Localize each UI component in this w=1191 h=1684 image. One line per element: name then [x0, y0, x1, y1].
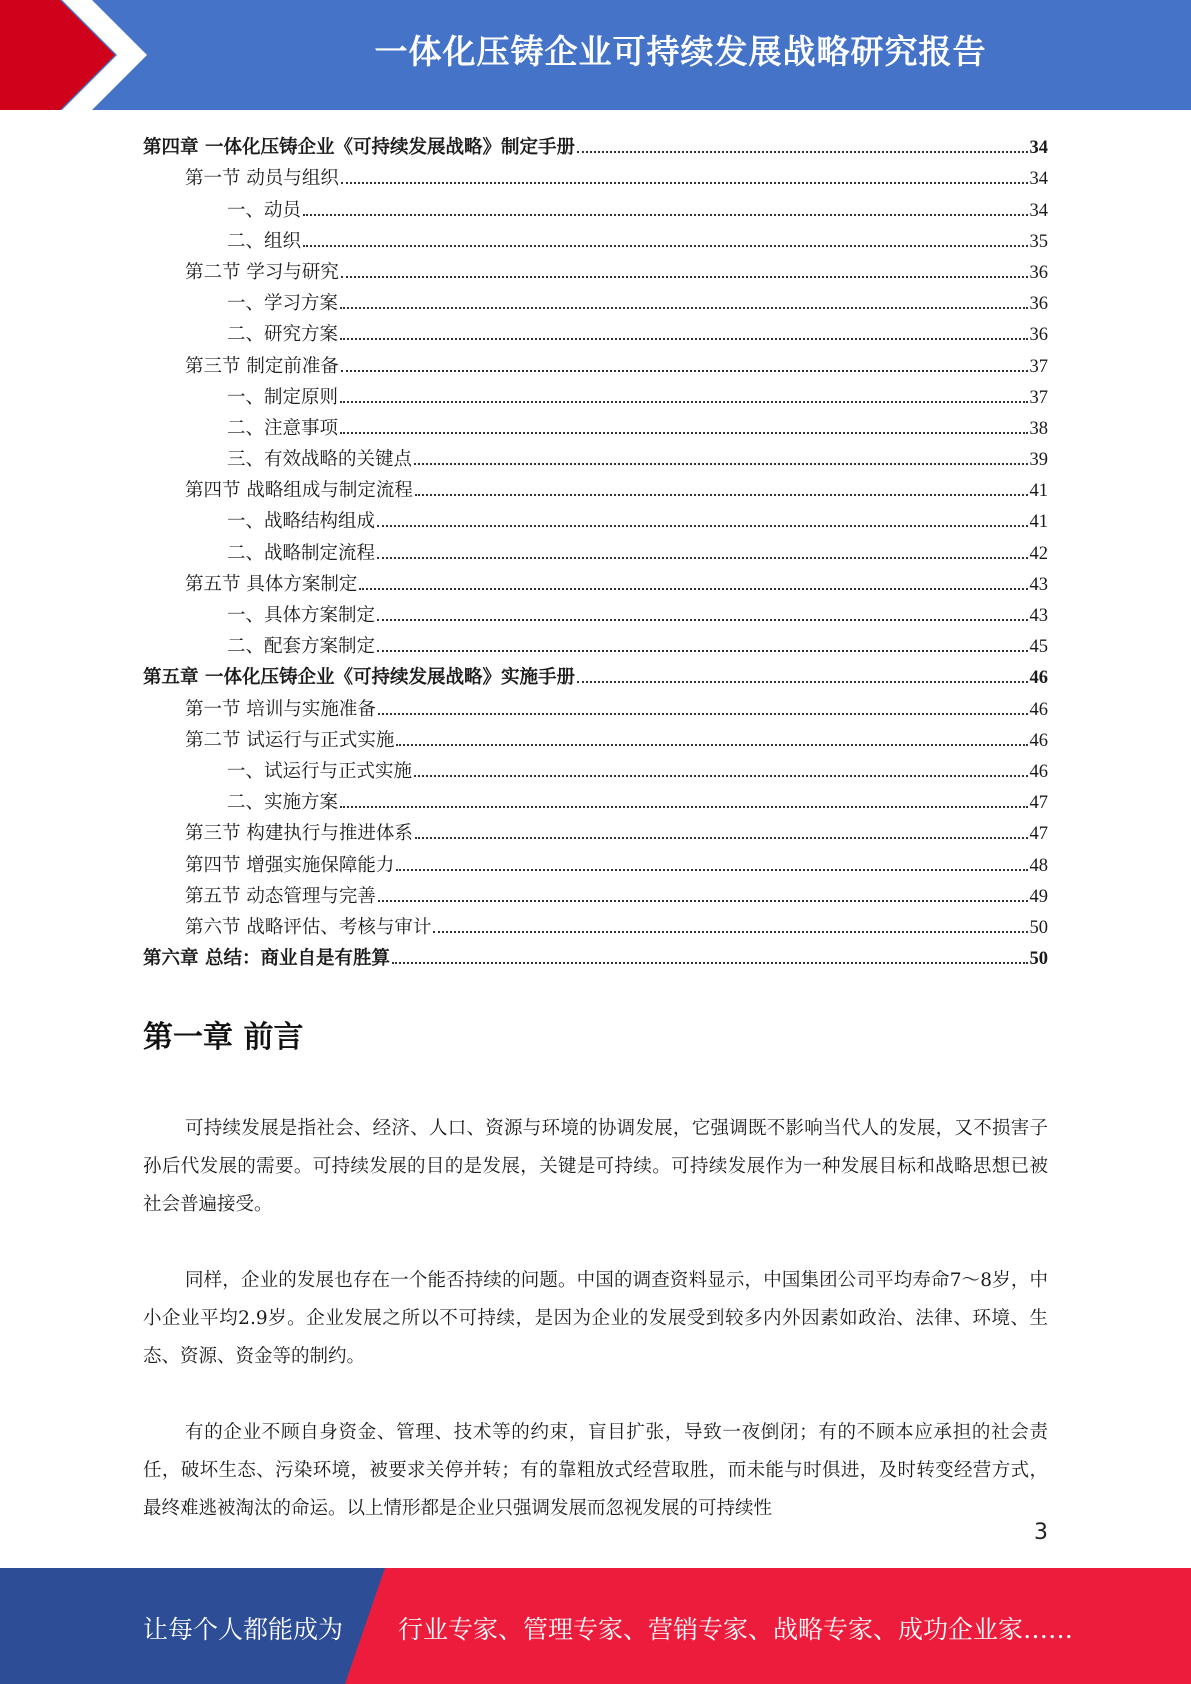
toc-entry-page: 43	[1029, 606, 1048, 626]
toc-dot-leader	[415, 837, 1028, 839]
toc-entry[interactable]	[143, 627, 1048, 658]
toc-dot-leader	[340, 307, 1027, 309]
toc-entry-page: 34	[1029, 138, 1048, 159]
toc-entry[interactable]	[143, 159, 1048, 190]
toc-entry[interactable]	[143, 908, 1048, 939]
toc-entry[interactable]	[143, 814, 1048, 845]
toc-entry[interactable]	[143, 253, 1048, 284]
toc-entry-page: 36	[1029, 262, 1048, 283]
toc-dot-leader	[433, 931, 1027, 933]
header-title: 一体化压铸企业可持续发展战略研究报告	[374, 32, 987, 71]
toc-entry[interactable]	[143, 471, 1048, 502]
toc-dot-leader	[415, 494, 1028, 496]
toc-dot-leader	[341, 182, 1028, 184]
toc-dot-leader	[340, 401, 1027, 403]
toc-entry-page: 34	[1029, 200, 1048, 221]
toc-entry-title: 二、配套方案制定	[227, 636, 376, 658]
toc-entry[interactable]	[143, 752, 1048, 783]
toc-dot-leader	[340, 338, 1027, 340]
toc-entry-title: 一、制定原则	[227, 386, 339, 408]
toc-entry-page: 46	[1029, 699, 1048, 720]
toc-entry-page: 41	[1029, 481, 1048, 502]
toc-entry-page: 35	[1029, 231, 1048, 252]
toc-entry-page: 43	[1029, 574, 1048, 595]
toc-dot-leader	[414, 463, 1027, 465]
toc-entry-page: 50	[1029, 949, 1048, 970]
toc-entry-title: 第三节 制定前准备	[185, 355, 339, 377]
toc-entry[interactable]	[143, 721, 1048, 752]
toc-dot-leader	[341, 276, 1028, 278]
toc-entry-page: 36	[1029, 325, 1048, 346]
toc-dot-leader	[303, 245, 1027, 247]
toc-entry-page: 47	[1029, 793, 1048, 814]
toc-dot-leader	[340, 806, 1027, 808]
toc-entry[interactable]	[143, 315, 1048, 346]
toc-entry-title: 一、具体方案制定	[227, 605, 376, 626]
toc-entry-title: 一、战略结构组成	[227, 511, 376, 533]
toc-dot-leader	[377, 557, 1027, 559]
toc-entry-title: 第二节 试运行与正式实施	[185, 729, 395, 751]
toc-entry[interactable]	[143, 378, 1048, 409]
toc-entry-title: 二、研究方案	[227, 324, 339, 346]
toc-entry-title: 第五章 一体化压铸企业《可持续发展战略》实施手册	[143, 667, 575, 689]
toc-entry-title: 第六章 总结：商业自是有胜算	[143, 948, 390, 970]
toc-entry-page: 37	[1029, 356, 1048, 377]
toc-entry-page: 46	[1029, 730, 1048, 751]
toc-entry[interactable]	[143, 284, 1048, 315]
footer-slogan-right: 行业专家、管理专家、营销专家、战略专家、成功企业家……	[398, 1615, 1074, 1644]
toc-entry[interactable]	[143, 222, 1048, 253]
toc-dot-leader	[303, 214, 1027, 216]
table-of-contents	[143, 128, 1048, 970]
toc-entry-page: 38	[1029, 418, 1048, 439]
toc-entry-title: 第四节 战略组成与制定流程	[185, 480, 413, 502]
toc-entry[interactable]	[143, 190, 1048, 221]
toc-entry[interactable]	[143, 409, 1048, 440]
chapter-body	[143, 1110, 1048, 1566]
toc-entry-page: 47	[1029, 824, 1048, 845]
toc-entry-page: 45	[1029, 637, 1048, 658]
toc-entry[interactable]	[143, 128, 1048, 159]
toc-entry[interactable]	[143, 689, 1048, 720]
toc-entry-title: 一、学习方案	[227, 293, 339, 315]
toc-entry-title: 三、有效战略的关键点	[227, 449, 413, 471]
toc-entry-page: 49	[1029, 886, 1048, 907]
toc-dot-leader	[577, 681, 1028, 683]
chapter-heading: 第一章 前言	[143, 1020, 304, 1055]
toc-entry-title: 第三节 构建执行与推进体系	[185, 823, 413, 845]
toc-entry-page: 36	[1029, 294, 1048, 315]
toc-entry-title: 第六节 战略评估、考核与审计	[185, 916, 432, 938]
toc-entry-title: 第四章 一体化压铸企业《可持续发展战略》制定手册	[143, 137, 575, 159]
toc-entry-title: 一、试运行与正式实施	[227, 760, 413, 782]
paragraph: 有的企业不顾自身资金、管理、技术等的约束，盲目扩张，导致一夜倒闭；有的不顾本应承担的社会责任，破坏生态、污染环境，被要求关停并转；有的靠粗放式经营取胜，而未能与时俱进，及时转变经营方式，最终难逃被淘汰的命运。以上情形都是企业只强调发展而忽视发展的可持续性	[143, 1422, 1048, 1519]
toc-entry-title: 一、动员	[227, 199, 302, 221]
toc-entry[interactable]	[143, 565, 1048, 596]
page-header	[0, 0, 1191, 110]
toc-dot-leader	[377, 525, 1027, 527]
toc-entry[interactable]	[143, 845, 1048, 876]
page-footer	[0, 1568, 1191, 1684]
toc-entry[interactable]	[143, 502, 1048, 533]
toc-dot-leader	[377, 650, 1027, 652]
toc-entry[interactable]	[143, 658, 1048, 689]
toc-entry[interactable]	[143, 783, 1048, 814]
toc-entry-title: 第一节 动员与组织	[185, 168, 339, 190]
toc-dot-leader	[392, 962, 1028, 964]
toc-entry-title: 二、组织	[227, 230, 302, 252]
toc-dot-leader	[414, 775, 1027, 777]
toc-entry-page: 34	[1029, 169, 1048, 190]
toc-entry[interactable]	[143, 533, 1048, 564]
toc-dot-leader	[377, 619, 1027, 621]
page-number: 3	[1034, 1520, 1048, 1545]
paragraph: 可持续发展是指社会、经济、人口、资源与环境的协调发展，它强调既不影响当代人的发展，又不损害子孙后代发展的需要。可持续发展的目的是发展，关键是可持续。可持续发展作为一种发展目标和战略思想已被社会普遍接受。	[143, 1118, 1048, 1215]
toc-dot-leader	[396, 869, 1027, 871]
toc-entry-title: 二、实施方案	[227, 792, 339, 814]
toc-dot-leader	[396, 744, 1027, 746]
toc-entry[interactable]	[143, 596, 1048, 627]
toc-dot-leader	[341, 370, 1028, 372]
toc-entry[interactable]	[143, 877, 1048, 908]
toc-entry-title: 第五节 具体方案制定	[185, 573, 358, 595]
toc-entry-title: 二、注意事项	[227, 417, 339, 439]
toc-entry[interactable]	[143, 440, 1048, 471]
paragraph: 同样，企业的发展也存在一个能否持续的问题。中国的调查资料显示，中国集团公司平均寿命7～8岁，中小企业平均2.9岁。企业发展之所以不可持续，是因为企业的发展受到较多内外因素如政治、法律、环境、生态、资源、资金等的制约。	[143, 1270, 1048, 1367]
toc-entry-page: 37	[1029, 387, 1048, 408]
toc-entry-page: 46	[1029, 668, 1048, 689]
toc-entry-title: 二、战略制定流程	[227, 542, 376, 564]
toc-entry[interactable]	[143, 346, 1048, 377]
toc-entry-page: 46	[1029, 761, 1048, 782]
toc-entry-page: 48	[1029, 855, 1048, 876]
toc-dot-leader	[577, 151, 1028, 153]
toc-entry-title: 第二节 学习与研究	[185, 261, 339, 283]
footer-slogan-left: 让每个人都能成为	[143, 1615, 344, 1644]
toc-entry-page: 39	[1029, 450, 1048, 471]
toc-entry-page: 50	[1029, 917, 1048, 938]
toc-dot-leader	[378, 713, 1028, 715]
toc-dot-leader	[359, 588, 1027, 590]
toc-entry-title: 第四节 增强实施保障能力	[185, 854, 395, 876]
toc-dot-leader	[340, 432, 1027, 434]
toc-entry-page: 42	[1029, 543, 1048, 564]
toc-entry-page: 41	[1029, 512, 1048, 533]
toc-entry-title: 第五节 动态管理与完善	[185, 885, 376, 907]
toc-entry[interactable]	[143, 939, 1048, 970]
toc-dot-leader	[378, 900, 1028, 902]
toc-entry-title: 第一节 培训与实施准备	[185, 698, 376, 720]
